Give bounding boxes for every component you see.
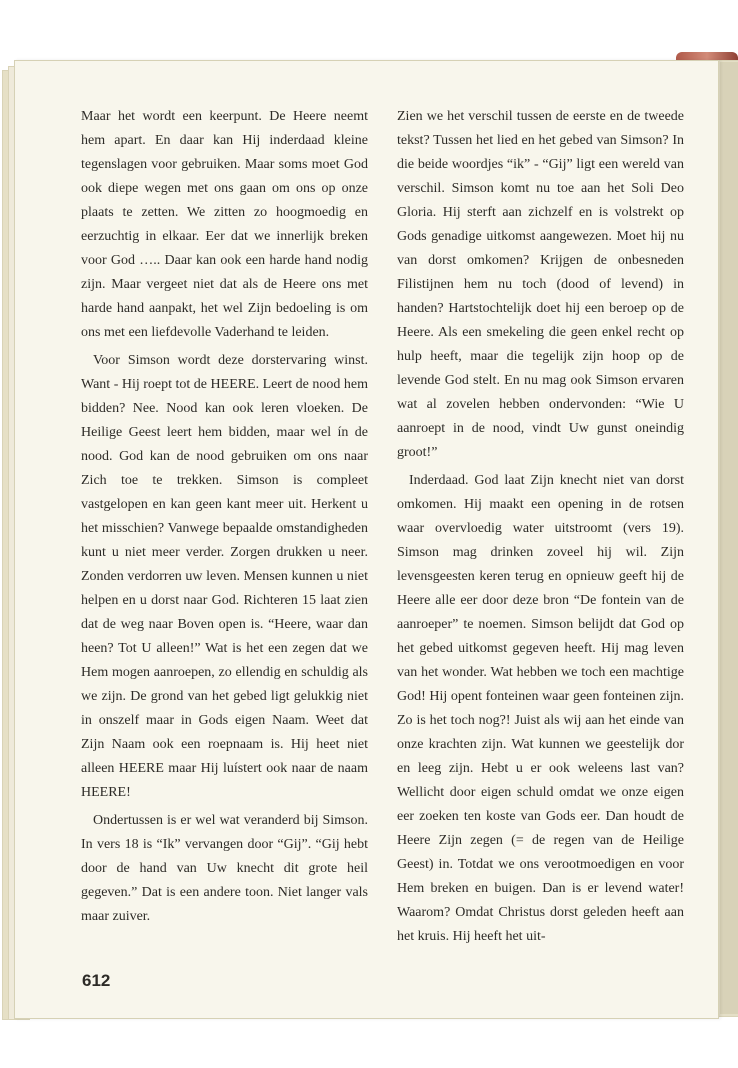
paragraph: Maar het wordt een keerpunt. De Heere neemt hem apart. En daar kan Hij inderdaad kleine tegenslagen voor gebruiken. Maar soms moet God ook diepe wegen met ons gaan om ons op onze plaats te zetten. We zitten zo hoogmoedig en eerzuchtig in elkaar. Eer dat we innerlijk breken voor God ….. Daar kan ook een harde hand nodig zijn. Maar vergeet niet dat als de Heere ons met harde hand aanpakt, het wel Zijn bedoeling is om ons met een liefdevolle Vaderhand te leiden. bbox=[81, 109, 368, 340]
paragraph: Ondertussen is er wel wat veranderd bij Simson. In vers 18 is “Ik” vervangen door “Gij”. “Gij hebt door de hand van Uw knecht dit grote heil gegeven.” Dat is een andere toon. Niet langer vals maar zuiver. bbox=[81, 813, 368, 924]
paragraph: Voor Simson wordt deze dorstervaring winst. Want - Hij roept tot de HEERE. Leert de nood hem bidden? Nee. Nood kan ook leren vloeken. De Heilige Geest leert hem bidden, maar wel ín de nood. God kan de nood gebruiken om ons naar Zich toe te trekken. Simson is compleet vastgelopen en kan geen kant meer uit. Herkent u het misschien? Vanwege bepaalde omstandigheden kunt u niet meer verder. Zorgen drukken u neer. Zonden verdorren uw leven. Mensen kunnen u niet helpen en u dorst naar God. Richteren 15 laat zien dat de weg naar Boven open is. “Heere, waar dan heen? Tot U alleen!” Wat is het een zegen dat we Hem mogen aanroepen, zo ellendig en schuldig als we zijn. De grond van het gebed ligt gelukkig niet in onszelf maar in Gods eigen Naam. Weet dat Zijn Naam ook een roepnaam is. Hij heet niet alleen HEERE maar Hij luístert ook naar de naam HEERE! bbox=[81, 353, 368, 800]
right-column bbox=[397, 105, 684, 949]
page-number: 612 bbox=[82, 971, 111, 990]
page-stack-right-outer bbox=[720, 62, 738, 1014]
paragraph: Inderdaad. God laat Zijn knecht niet van dorst omkomen. Hij maakt een opening in de rotsen waar overvloedig water uitstroomt (vers 19). Simson mag drinken zoveel hij wil. Zijn levensgeesten keren terug en opnieuw geeft hij de Heere alle eer door deze bron “De fontein van de aanroeper” te noemen. Simson belijdt dat God op het gebed uitkomst gegeven heeft. Hij mag leven van het wonder. Wat hebben we toch een machtige God! Hij opent fonteinen waar geen fonteinen zijn. Zo is het toch nog?! Juist als wij aan het einde van onze krachten zijn. Wat kunnen we geestelijk dor en leeg zijn. Hebt u er ook weleens last van? Wellicht door eigen schuld omdat we onze eigen eer zoeken ten koste van Gods eer. Dan houdt de Heere Zijn zegen (= de regen van de Heilige Geest) in. Totdat we ons verootmoedigen en voor Hem breken en buigen. Dan is er levend water! Waarom? Omdat Christus dorst geleden heeft aan het kruis. Hij heeft het uit- bbox=[397, 473, 684, 944]
paragraph: Zien we het verschil tussen de eerste en de tweede tekst? Tussen het lied en het gebed van Simson? In die beide woordjes “ik” - “Gij” ligt een wereld van verschil. Simson komt nu toe aan het Soli Deo Gloria. Hij sterft aan zichzelf en is volstrekt op Gods genadige uitkomst aangewezen. Moet hij nu van dorst omkomen? Krijgen de onbesneden Filistijnen hem nu toch (dood of levend) in handen? Hartstochtelijk doet hij een beroep op de Heere. Als een smekeling die geen enkel recht op hulp heeft, maar die tegelijk zijn hoop op de levende God stelt. En nu mag ook Simson ervaren wat al zovelen hebben ondervonden: “Wie U aanroept in de nood, vindt Uw gunst oneindig groot!” bbox=[397, 109, 684, 460]
left-column bbox=[81, 105, 368, 929]
book-page bbox=[14, 60, 719, 1019]
